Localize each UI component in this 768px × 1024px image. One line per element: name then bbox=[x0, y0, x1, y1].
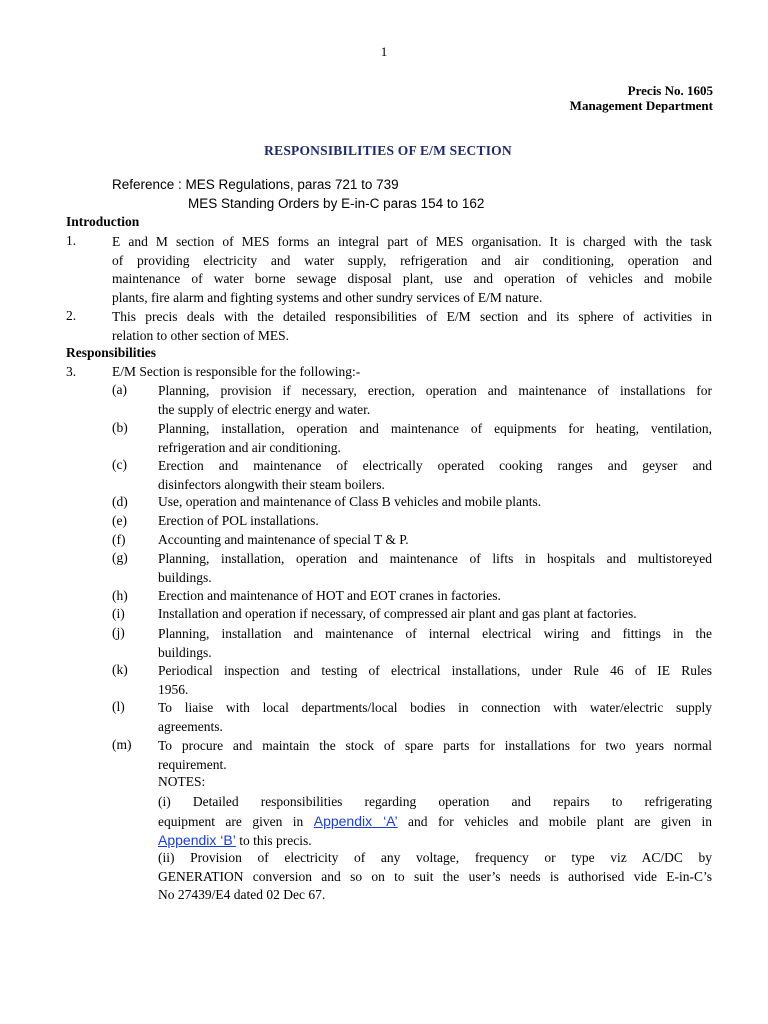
note-1 bbox=[158, 793, 712, 851]
item-line: Periodical inspection and testing of electrical installations, under Rule 46 of IE Rules bbox=[158, 663, 712, 678]
item-l-label: (l) bbox=[112, 699, 125, 714]
paragraph-3-text: E/M Section is responsible for the following:- bbox=[112, 364, 361, 379]
item-line: Erection and maintenance of electrically operated cooking ranges and geyser and bbox=[158, 458, 712, 473]
paragraph-1 bbox=[112, 233, 712, 307]
item-l bbox=[158, 699, 712, 736]
item-b-label: (b) bbox=[112, 420, 128, 435]
note-2-line: GENERATION conversion and so on to suit the user’s needs is authorised vide E-in-C’s bbox=[158, 868, 712, 884]
item-f-label: (f) bbox=[112, 532, 126, 547]
note-2-line: (ii) Provision of electricity of any voltage, frequency or type viz AC/DC by bbox=[158, 850, 712, 865]
item-i: Installation and operation if necessary, of compressed air plant and gas plant at factories. bbox=[158, 606, 637, 621]
note-1-line-2 bbox=[158, 812, 712, 832]
item-line: 1956. bbox=[158, 681, 189, 697]
item-line: buildings. bbox=[158, 569, 212, 585]
note-1-text: equipment are given in bbox=[158, 813, 314, 829]
item-line: disinfectors alongwith their steam boilers. bbox=[158, 476, 385, 492]
note-2 bbox=[158, 849, 712, 905]
appendix-b-link[interactable]: Appendix ‘B’ bbox=[158, 832, 236, 849]
item-b bbox=[158, 420, 712, 457]
item-m-label: (m) bbox=[112, 737, 132, 752]
item-g bbox=[158, 550, 712, 587]
page-title: RESPONSIBILITIES OF E/M SECTION bbox=[264, 143, 512, 158]
item-line: buildings. bbox=[158, 644, 212, 660]
paragraph-2-line: relation to other section of MES. bbox=[112, 327, 289, 343]
item-d: Use, operation and maintenance of Class B vehicles and mobile plants. bbox=[158, 494, 542, 509]
item-k bbox=[158, 662, 712, 699]
paragraph-3-number: 3. bbox=[66, 364, 77, 379]
precis-number: Precis No. 1605 bbox=[627, 83, 713, 98]
item-j-label: (j) bbox=[112, 625, 125, 640]
item-line: Planning, provision if necessary, erection, operation and maintenance of installations for bbox=[158, 383, 712, 398]
reference-line-2: MES Standing Orders by E-in-C paras 154 to 162 bbox=[188, 196, 485, 211]
item-c bbox=[158, 457, 712, 494]
item-j bbox=[158, 625, 712, 662]
paragraph-1-line: E and M section of MES forms an integral part of MES organisation. It is charged with the task bbox=[112, 234, 712, 249]
item-h-label: (h) bbox=[112, 588, 128, 603]
note-1-text: and for vehicles and mobile plant are given in bbox=[397, 813, 712, 829]
item-g-label: (g) bbox=[112, 550, 128, 565]
paragraph-1-line: maintenance of water borne sewage disposal plant, use and operation of vehicles and mobile bbox=[112, 271, 712, 287]
notes-heading: NOTES: bbox=[158, 774, 206, 789]
item-line: To liaise with local departments/local bodies in connection with water/electric supply bbox=[158, 700, 712, 715]
item-e: Erection of POL installations. bbox=[158, 513, 319, 528]
item-i-label: (i) bbox=[112, 606, 125, 621]
paragraph-1-line: of providing electricity and water supply, refrigeration and air conditioning, operation and bbox=[112, 252, 712, 268]
note-1-line-3 bbox=[158, 831, 712, 851]
item-k-label: (k) bbox=[112, 662, 128, 677]
department-name: Management Department bbox=[569, 98, 713, 113]
item-a-label: (a) bbox=[112, 382, 127, 397]
paragraph-2 bbox=[112, 308, 712, 345]
item-h: Erection and maintenance of HOT and EOT cranes in factories. bbox=[158, 588, 501, 603]
item-line: requirement. bbox=[158, 756, 227, 772]
item-line: the supply of electric energy and water. bbox=[158, 401, 371, 417]
item-line: Planning, installation and maintenance of internal electrical wiring and fittings in the bbox=[158, 626, 712, 641]
appendix-a-link[interactable]: Appendix ‘A’ bbox=[313, 812, 398, 829]
paragraph-2-number: 2. bbox=[66, 308, 77, 323]
item-line: Planning, installation, operation and maintenance of lifts in hospitals and multistoreyed bbox=[158, 551, 712, 566]
item-c-label: (c) bbox=[112, 457, 127, 472]
item-d-label: (d) bbox=[112, 494, 128, 509]
paragraph-1-line: plants, fire alarm and fighting systems and other sundry services of E/M nature. bbox=[112, 289, 543, 305]
item-e-label: (e) bbox=[112, 513, 127, 528]
page-number: 1 bbox=[380, 44, 388, 59]
paragraph-2-line: This precis deals with the detailed responsibilities of E/M section and its sphere of activities in bbox=[112, 309, 712, 324]
note-2-line: No 27439/E4 dated 02 Dec 67. bbox=[158, 887, 326, 903]
item-a bbox=[158, 382, 712, 419]
introduction-heading: Introduction bbox=[66, 214, 140, 229]
item-line: refrigeration and air conditioning. bbox=[158, 439, 341, 455]
item-line: Planning, installation, operation and maintenance of equipments for heating, ventilation, bbox=[158, 421, 712, 436]
note-1-line: (i) Detailed responsibilities regarding operation and repairs to refrigerating bbox=[158, 794, 712, 809]
paragraph-1-number: 1. bbox=[66, 233, 77, 248]
reference-line-1: Reference : MES Regulations, paras 721 to 739 bbox=[112, 177, 399, 192]
item-line: agreements. bbox=[158, 718, 223, 734]
note-1-text: to this precis. bbox=[235, 833, 312, 849]
responsibilities-heading: Responsibilities bbox=[66, 345, 157, 360]
item-line: To procure and maintain the stock of spare parts for installations for two years normal bbox=[158, 738, 712, 753]
item-m bbox=[158, 737, 712, 774]
item-f: Accounting and maintenance of special T & P. bbox=[158, 532, 409, 547]
